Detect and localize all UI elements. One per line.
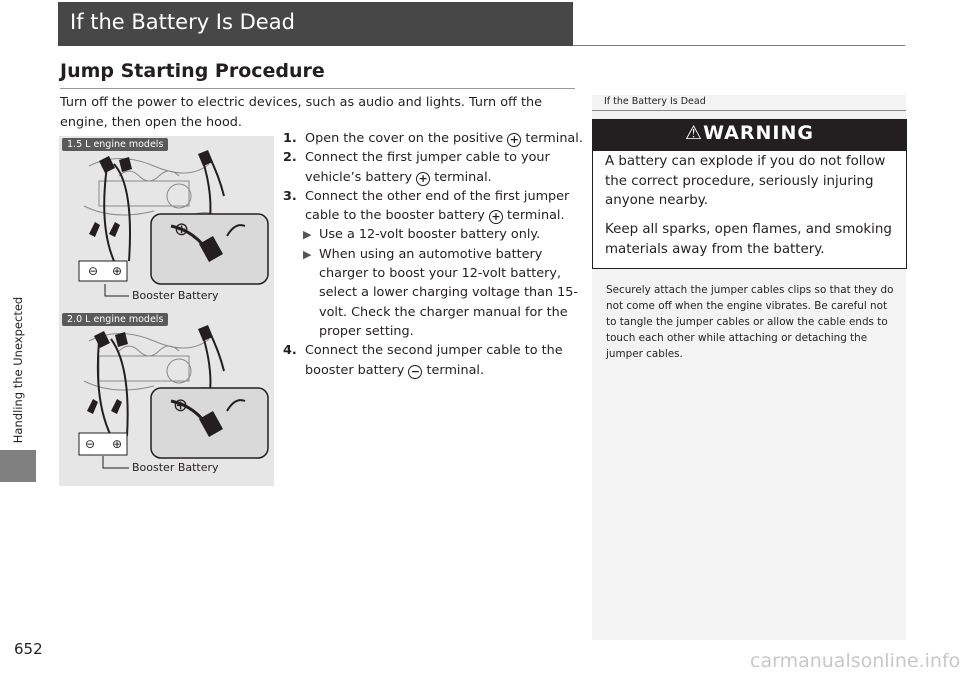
engine-illustration-2 [59, 311, 274, 486]
svg-text:⊕: ⊕ [112, 437, 123, 451]
step-1 [283, 129, 583, 148]
svg-text:⊕: ⊕ [174, 219, 190, 240]
warning-title [593, 122, 906, 144]
notes-header-text: If the Battery Is Dead [604, 96, 706, 107]
step-text: Open the cover on the positive [305, 131, 508, 146]
warning-title-text: WARNING [703, 122, 814, 144]
watermark: carmanualsonline.info [750, 650, 960, 672]
svg-text:⊕: ⊕ [112, 264, 123, 278]
figure-1-tag: 1.5 L engine models [62, 138, 168, 151]
step-text: terminal. [430, 169, 492, 185]
notes-body: Securely attach the jumper cables clips so that they do not come off when the engine vibrates. Be careful not to tangle the jumper cables or allow the cable ends to touch each other while attaching or detaching the jumper cables. [606, 284, 894, 360]
figure-1-5l [59, 136, 274, 311]
figure-2-tag: 2.0 L engine models [62, 313, 168, 326]
step-text: terminal. [521, 131, 583, 146]
substep-text: Use a 12-volt booster battery only. [319, 227, 541, 243]
negative-terminal-icon: − [408, 365, 422, 379]
positive-terminal-icon: + [507, 133, 521, 147]
step-4 [283, 341, 583, 380]
page-title: If the Battery Is Dead [70, 10, 295, 34]
side-section-text: Handling the Unexpected [11, 296, 25, 444]
step-number: 2. [283, 150, 297, 166]
side-thumb-tab [0, 450, 36, 482]
step-text: Connect the other end of the first jumper cable to the booster battery [305, 188, 570, 224]
substep-2 [283, 245, 583, 341]
step-text: Connect the first jumper cable to your vehicle’s battery [305, 150, 550, 185]
svg-text:⊖: ⊖ [88, 264, 99, 278]
section-heading: Jump Starting Procedure [60, 60, 325, 82]
substep-text: When using an automotive battery charger to boost your 12-volt battery, select a lower charging voltage than 15-volt. Check the charger manual for the proper setting. [319, 246, 578, 339]
arrow-icon: ▶ [303, 247, 312, 261]
figure-1-caption: Booster Battery [132, 289, 219, 302]
step-number: 4. [283, 343, 297, 359]
arrow-icon: ▶ [303, 228, 312, 242]
step-text: terminal. [502, 208, 565, 224]
warning-text-1: A battery can explode if you do not follow the correct procedure, seriously injuring anyone nearby. [605, 154, 886, 208]
step-text: terminal. [422, 362, 485, 378]
substep-1 [283, 225, 583, 244]
step-text: Connect the second jumper cable to the booster battery [305, 343, 563, 378]
svg-text:⊕: ⊕ [173, 395, 189, 416]
notes-header [592, 95, 906, 111]
figure-2-caption: Booster Battery [132, 461, 219, 474]
step-number: 3. [283, 188, 297, 204]
side-section-label [10, 290, 26, 450]
figure-2-0l [59, 311, 274, 486]
engine-illustration-1 [59, 136, 274, 311]
step-number: 1. [283, 131, 297, 146]
page-title-bar [58, 2, 573, 46]
positive-terminal-icon: + [416, 172, 430, 186]
positive-terminal-icon: + [489, 210, 503, 224]
warning-triangle-icon: ⚠ [685, 122, 704, 144]
warning-box [592, 119, 907, 269]
step-3 [283, 187, 583, 226]
page-number: 652 [14, 640, 43, 658]
step-2 [283, 148, 583, 187]
title-rule [573, 45, 905, 46]
section-rule [60, 88, 575, 89]
svg-text:⊖: ⊖ [85, 437, 96, 451]
procedure-steps [283, 129, 583, 380]
intro-text: Turn off the power to electric devices, such as audio and lights. Turn off the engine, then open the hood. [60, 95, 542, 130]
warning-text-2: Keep all sparks, open flames, and smoking materials away from the battery. [605, 222, 892, 257]
